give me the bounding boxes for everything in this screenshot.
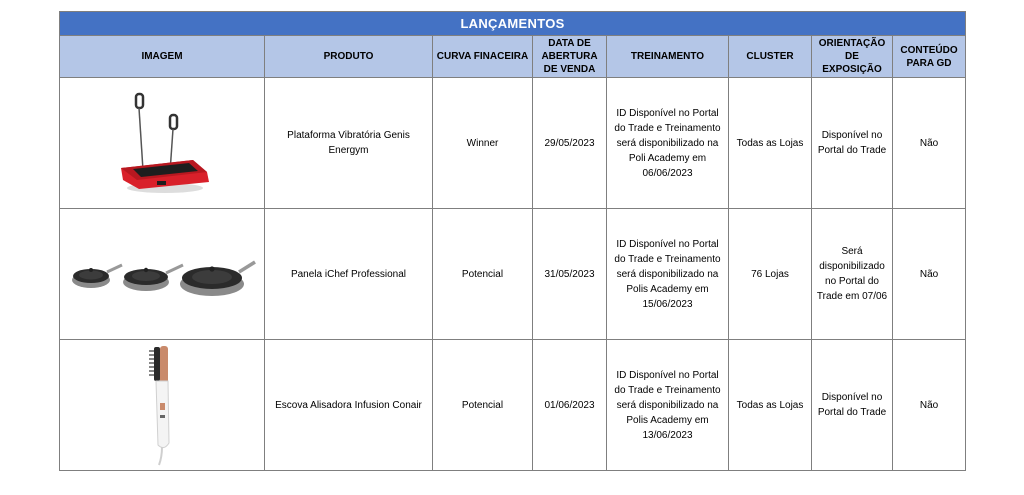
table-row: [60, 78, 966, 209]
header-treinamento: TREINAMENTO: [607, 36, 729, 78]
row-2-produto: Panela iChef Professional: [265, 209, 433, 340]
table-row: [60, 340, 966, 471]
header-orientacao: ORIENTAÇÃO DE EXPOSIÇÃO: [812, 36, 893, 78]
row-2-conteudo: Não: [893, 209, 966, 340]
hair-brush-image: [60, 340, 265, 471]
row-2-data: 31/05/2023: [533, 209, 607, 340]
row-2-curva: Potencial: [433, 209, 533, 340]
row-2-treinamento: ID Disponível no Portal do Trade e Treinamento será disponibilizado na Polis Academy em 15/06/2023: [607, 209, 729, 340]
row-1-treinamento: ID Disponível no Portal do Trade e Treinamento será disponibilizado na Poli Academy em 06/06/2023: [607, 78, 729, 209]
row-1-data: 29/05/2023: [533, 78, 607, 209]
row-3-orientacao: Disponível no Portal do Trade: [812, 340, 893, 471]
row-3-data: 01/06/2023: [533, 340, 607, 471]
row-3-produto: Escova Alisadora Infusion Conair: [265, 340, 433, 471]
launches-table: [59, 11, 966, 471]
row-1-conteudo: Não: [893, 78, 966, 209]
row-1-curva: Winner: [433, 78, 533, 209]
launches-sheet: [59, 11, 965, 471]
row-2-cluster: 76 Lojas: [729, 209, 812, 340]
row-1-produto: Plataforma Vibratória Genis Energym: [265, 78, 433, 209]
vibration-platform-image: [60, 78, 265, 209]
row-1-orientacao: Disponível no Portal do Trade: [812, 78, 893, 209]
row-3-treinamento: ID Disponível no Portal do Trade e Treinamento será disponibilizado na Polis Academy em 13/06/2023: [607, 340, 729, 471]
row-3-curva: Potencial: [433, 340, 533, 471]
header-imagem: IMAGEM: [60, 36, 265, 78]
row-3-cluster: Todas as Lojas: [729, 340, 812, 471]
header-data-abertura: DATA DE ABERTURA DE VENDA: [533, 36, 607, 78]
header-produto: PRODUTO: [265, 36, 433, 78]
row-2-orientacao: Será disponibilizado no Portal do Trade em 07/06: [812, 209, 893, 340]
pan-set-image: [60, 209, 265, 340]
header-curva-financeira: CURVA FINACEIRA: [433, 36, 533, 78]
header-cluster: CLUSTER: [729, 36, 812, 78]
header-conteudo-gd: CONTEÚDO PARA GD: [893, 36, 966, 78]
row-3-conteudo: Não: [893, 340, 966, 471]
row-1-cluster: Todas as Lojas: [729, 78, 812, 209]
table-title: LANÇAMENTOS: [60, 12, 966, 36]
table-row: [60, 209, 966, 340]
